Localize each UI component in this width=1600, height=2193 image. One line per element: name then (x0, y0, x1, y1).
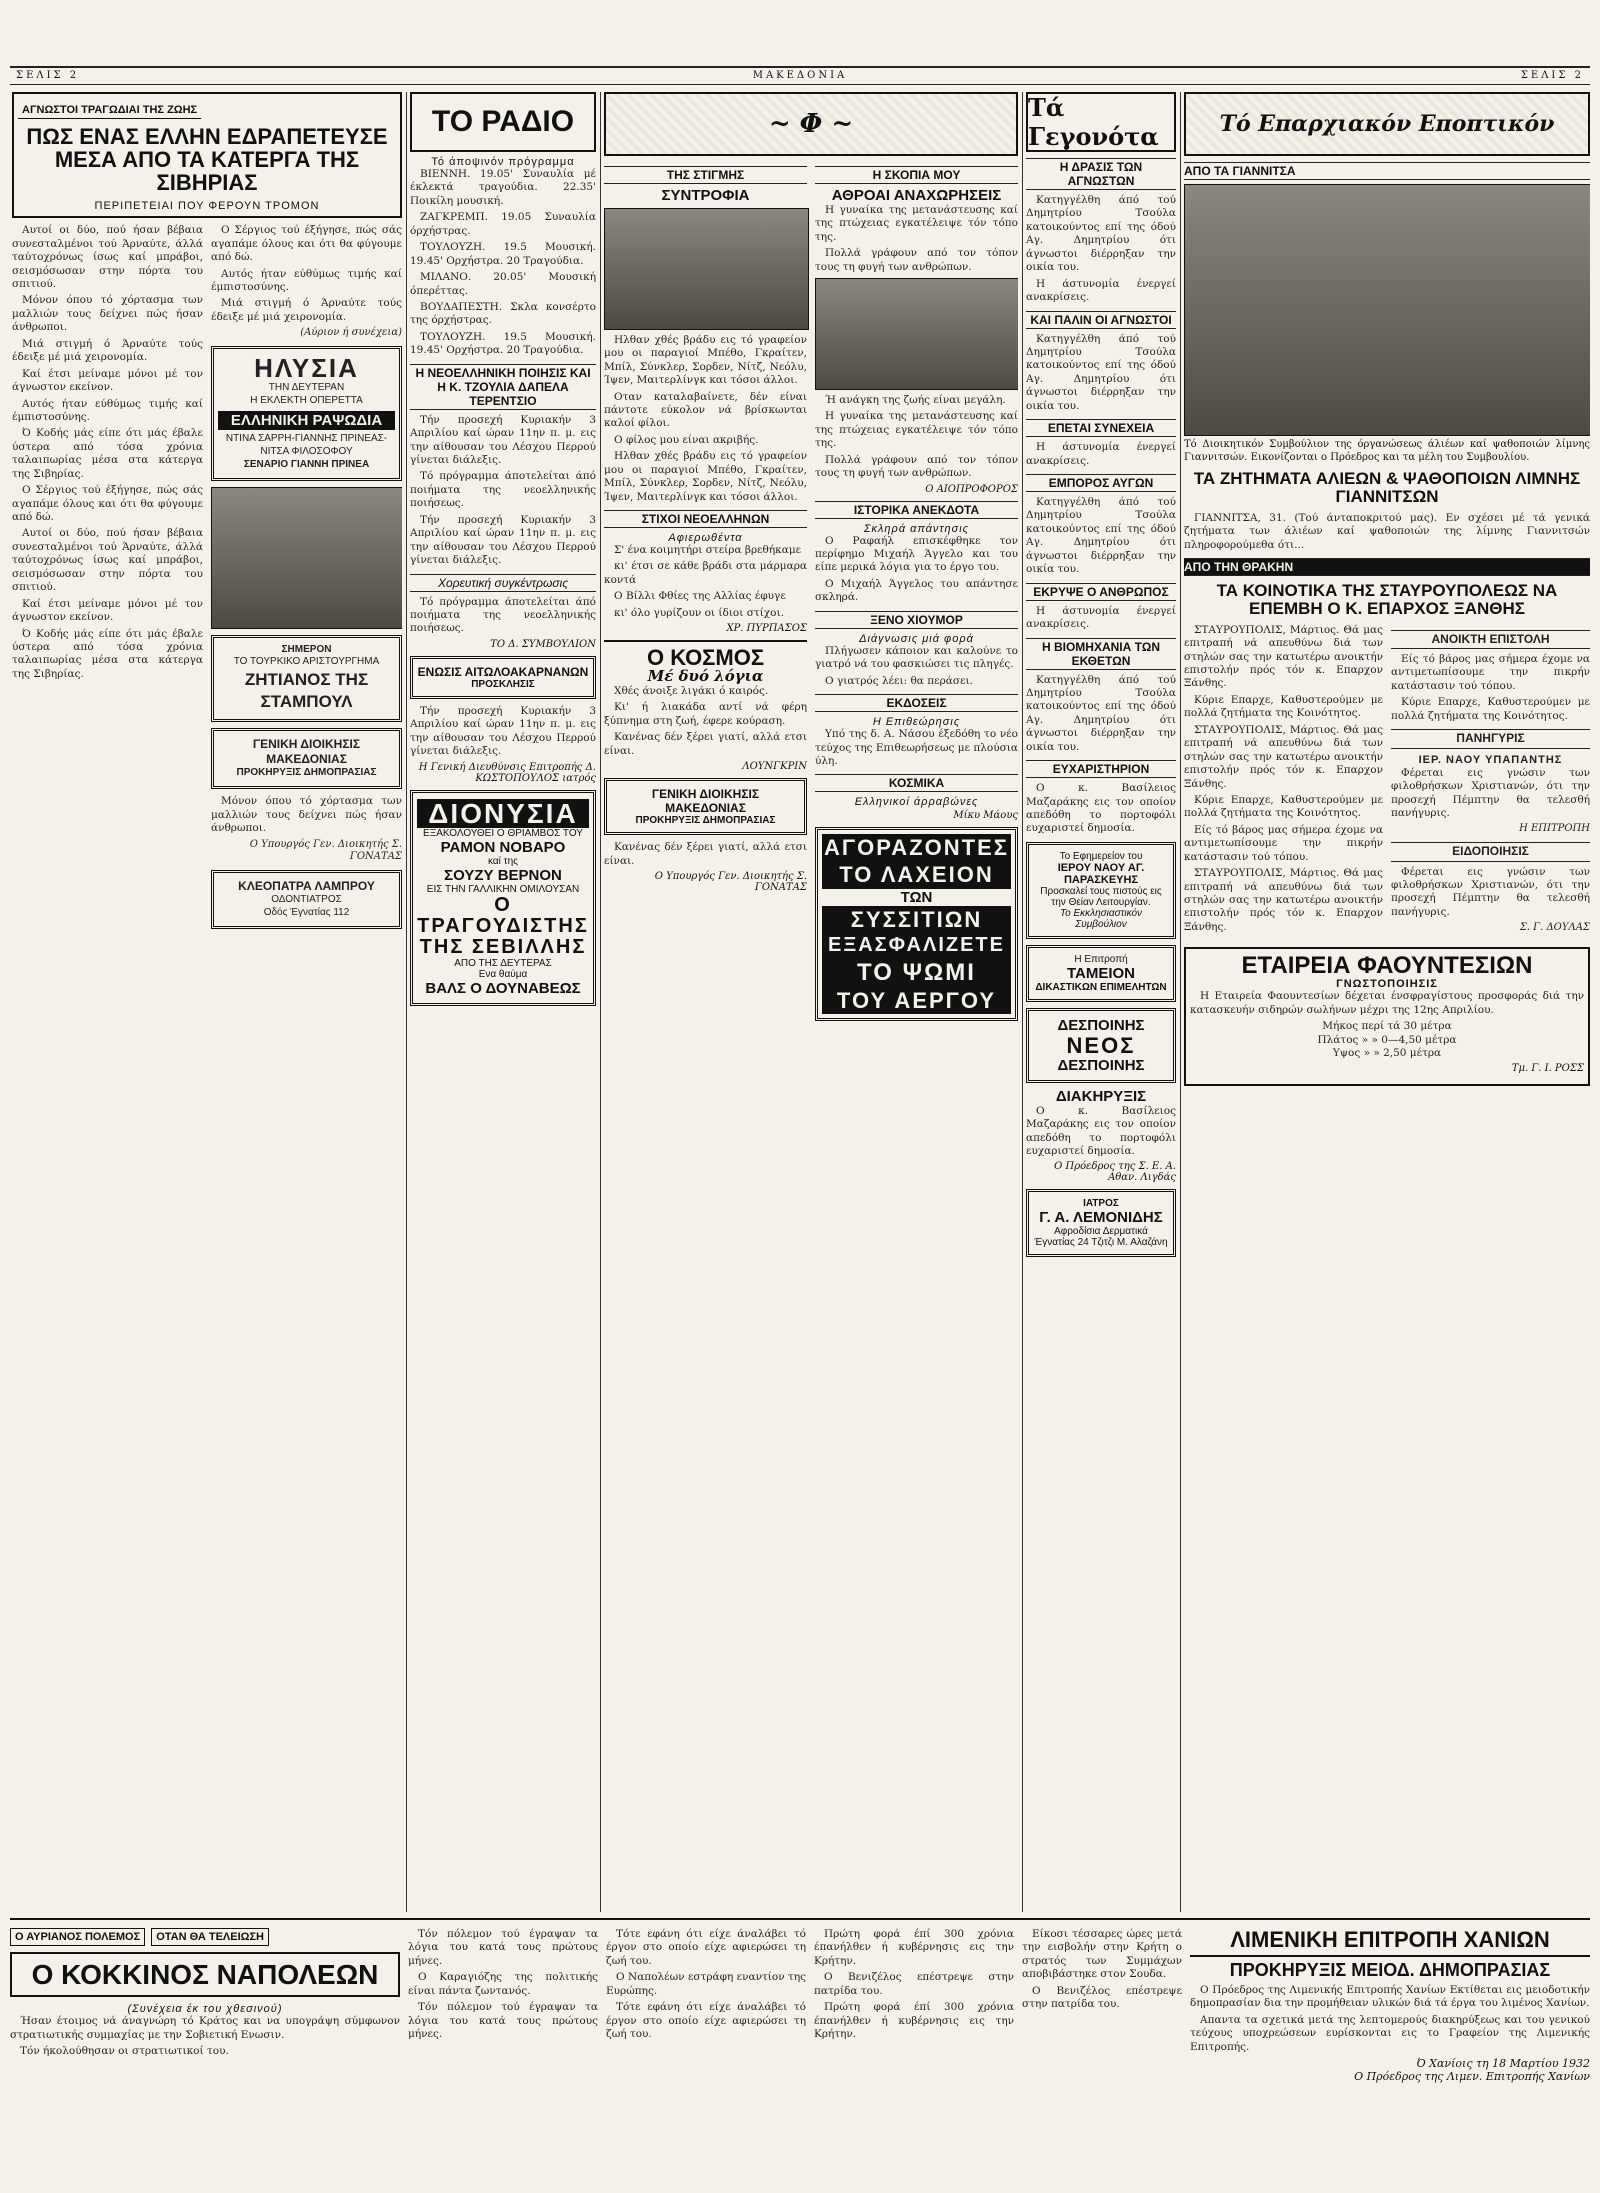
ad-tameio-l3: ΔΙΚΑΣΤΙΚΩΝ ΕΠΙΜΕΛΗΤΩΝ (1035, 981, 1167, 993)
paragraph: Μιά στιγμή ό Άρναύτε τούς έδειξε μέ μιά χειρονομία. (12, 337, 203, 364)
paragraph: ΒΟΥΔΑΠΕΣΤΗ. Σκλα κονσέρτο της όρχήστρας. (410, 300, 596, 327)
events-sub: ΕΚΡΥΨΕ Ο ΑΝΘΡΩΠΟΣ (1026, 583, 1176, 601)
ad-enosis-title: ΕΝΩΣΙΣ ΑΙΤΩΛΟΑΚΑΡΝΑΝΩΝ (417, 664, 589, 679)
paragraph: Αυτός ήταν εύθύμως τιμής καί έμπιστοσύνης. (211, 267, 402, 294)
ad-tameio-l2: ΤΑΜΕΙΟΝ (1066, 964, 1136, 982)
main-story-body (12, 224, 402, 935)
stigmis-subtitle: ΣΥΝΤΡΟΦΙΑ (661, 187, 750, 204)
main-story-headline: ΠΩΣ ΕΝΑΣ ΕΛΛΗΝ ΕΔΡΑΠΕΤΕΥΣΕ ΜΕΣΑ ΑΠΟ ΤΑ ΚΑΤΕΡΓΑ ΤΗΣ ΣΙΒΗΡΙΑΣ (26, 124, 388, 196)
main-story-subhead: ΠΕΡΙΠΕΤΕΙΑΙ ΠΟΥ ΦΕΡΟΥΝ ΤΡΟΜΟΝ (94, 200, 320, 213)
ad-church-sign: Το Εκκλησιαστικόν Συμβούλιον (1059, 907, 1143, 930)
ad-ilysia-l2: Η ΕΚΛΕΚΤΗ ΟΠΕΡΕΤΤΑ (250, 395, 363, 407)
ad-zitianos (211, 635, 402, 722)
paragraph: Καί έτσι μείναμε μόνοι μέ τον άγνωστον εκείνον. (12, 367, 203, 394)
notice-title: ΕΙΔΟΠΟΙΗΣΙΣ (1391, 842, 1590, 861)
paragraph: Φέρεται εις γνώσιν των φιλοθρήσκων Χριστιανών, ότι την προσεχή Πέμπτην θα τελεσθή πανήγυρις. (1391, 865, 1590, 918)
column-rule (406, 92, 407, 1912)
doctor-label: ΙΑΤΡΟΣ (1083, 1198, 1119, 1210)
paragraph: Μόνον όπου τό χόρτασμα των μαλλιών τους δείχνει πώς ήσαν άνθρωποι. (12, 294, 203, 334)
paragraph: Η άστυνομία ένεργεί ανακρίσεις. (1026, 277, 1176, 304)
festival-title: ΠΑΝΗΓΥΡΙΣ (1391, 729, 1590, 748)
ad-dionysia-l2: καί της (488, 855, 518, 867)
ad-lottery-l6: ΤΟ ΨΩΜΙ (822, 958, 1011, 987)
ad-ilysia-l1: ΤΗΝ ΔΕΥΤΕΡΑΝ (268, 382, 345, 394)
paragraph: Τότε εφάνη ότι είχε άναλάβει τό έργον στο οποίο είχε αφιερώσει τη ζωή του. (606, 2001, 806, 2041)
paragraph: Η άστυνομία ένεργεί ανακρίσεις. (1026, 441, 1176, 467)
ad-despoinis-label: ΝΕΟΣ (1066, 1032, 1136, 1058)
events-sub: ΕΠΕΤΑΙ ΣΥΝΕΧΕΙΑ (1026, 419, 1176, 437)
caricature-image (604, 208, 809, 330)
spec-line: Υψος » » 2,50 μέτρα (1332, 1047, 1442, 1060)
paragraph: Αυτοί οι δύο, πού ήσαν βέβαια συνεσταλμένοι τού Άρναύτε, άλλά ταύτοχρόνως ίσως καί μπράβοι, σεισμόσωσαν στην πόρτα του σπιτιού. (12, 527, 203, 594)
poetry-title: Η ΝΕΟΕΛΛΗΝΙΚΗ ΠΟΙΗΣΙΣ ΚΑΙ Η Κ. ΤΖΟΥΛΙΑ ΔΑΠΕΛΑ ΤΕΡΕΝΤΣΙΟ (410, 364, 596, 410)
paragraph: Πλήγωσεν κάποιον και καλούνε το γιατρό νά του φασκιώσει τις πληγές. (815, 644, 1018, 671)
group-photo (1184, 184, 1590, 436)
paragraph: Μόνον όπου τό χόρτασμα των μαλλιών τους δείχνει πώς ήσαν άνθρωποι. (211, 795, 402, 835)
ad-zitianos-title: ΖΗΤΙΑΝΟΣ ΤΗΣ ΣΤΑΜΠΟΥΛ (244, 670, 369, 711)
paragraph: Ηλθαν χθές βράδυ εις τό γραφείον μου οι παραγιοί Μπέθο, Γκραίτεν, Μπίλ, Σύνκλερ, Σορδεν, Νίτζ, Νεόλυ, Ίψεν, Μαιτερλίνγκ και τόσοι άλλοι. (604, 450, 807, 503)
notice-gen-dioikisis-2 (604, 778, 807, 835)
doctor-address: Έγνατίας 24 Τζιτζι Μ. Αλαζάνη (1034, 1237, 1168, 1249)
festival-subtitle: ΙΕΡ. ΝΑΟΥ ΥΠΑΠΑΝΤΗΣ (1418, 753, 1563, 766)
continued-note: (Αύριον ή συνέχεια) (300, 327, 402, 339)
page-label-left: ΣΕΛΙΣ 2 (16, 70, 80, 81)
napoleon-col-4 (814, 1928, 1014, 2188)
ad-enosis-sign: Η Γενική Διευθύνσις Επιτροπής Δ. ΚΩΣΤΟΠΟΥΛΟΣ ιατρός (418, 761, 596, 784)
napoleon-kicker-1: Ο ΑΥΡΙΑΝΟΣ ΠΟΛΕΜΟΣ (10, 1928, 145, 1946)
ad-lottery-l3: ΤΩΝ (900, 888, 933, 906)
paragraph: Τήν προσεχή Κυριακήν 3 Απριλίου καί ώραν 11ην π. μ. εις την αίθουσαν του Λέσχου Περρού γίνεται διάλεξις. (410, 513, 596, 567)
events-sub: Η ΔΡΑΣΙΣ ΤΩΝ ΑΓΝΩΣΤΩΝ (1026, 158, 1176, 190)
ad-dionysia-l5: Ενα θαύμα (478, 968, 528, 980)
paragraph: Κύριε Επαρχε, Καθυστερούμεν με πολλά ζητήματα της Κοινότητος. (1391, 696, 1590, 722)
ad-ilysia-title: ΕΛΛΗΝΙΚΗ ΡΑΨΩΔΙΑ (218, 411, 395, 430)
provinces-section: ΑΠΟ ΤΑ ΓΙΑΝΝΙΤΣΑ (1184, 162, 1590, 180)
stigmis-title: ΤΗΣ ΣΤΙΓΜΗΣ (604, 166, 807, 184)
paragraph: ΣΤΑΥΡΟΥΠΟΛΙΣ, Μάρτιος. Θά μας επιτραπή νά απευθύνω διά των στηλών σας την κατωτέρω ανοικτήν επιστολήν πρός τόν κ. Επαρχον Ξάνθης. (1184, 723, 1383, 790)
skopia-sign: Ο ΑΙΟΠΡΟΦΟΡΟΣ (925, 483, 1018, 495)
paragraph: ΒΙΕΝΝΗ. 19.05' Συναυλία μέ έκλεκτά τραγούδια. 22.35' Ποικίλη μουσική. (410, 168, 596, 207)
paragraph: Φέρεται εις γνώσιν των φιλοθρήσκων Χριστιανών, ότι την προσεχή Πέμπτην θα τελεσθή πανήγυρις. (1391, 766, 1590, 819)
ad-lottery-l1: ΑΓΟΡΑΖΟΝΤΕΣ (822, 834, 1011, 861)
paragraph: Ο κ. Βασίλειος Μαζαράκης εις τον οποίον απεδόθη το πορτοφόλι ευχαριστεί δημοσία. (1026, 1104, 1176, 1158)
ad-enosis (410, 656, 596, 699)
social-subtitle: Ελληνικοί άρραβώνες (854, 796, 979, 809)
column-events (1026, 92, 1176, 1912)
ad-doctor-lemonidis (1026, 1189, 1176, 1257)
ad-dionysia-title: Ο ΤΡΑΓΟΥΔΙΣΤΗΣ ΤΗΣ ΣΕΒΙΛΛΗΣ (417, 893, 589, 958)
open-letter-title: ΑΝΟΙΚΤΗ ΕΠΙΣΤΟΛΗ (1391, 630, 1590, 649)
ad-tameio-l1: Η Επιτροπή (1074, 953, 1128, 965)
chania-headline: ΛΙΜΕΝΙΚΗ ΕΠΙΤΡΟΠΗ ΧΑΝΙΩΝ (1190, 1928, 1590, 1957)
main-story-kicker: ΑΓΝΩΣΤΟΙ ΤΡΑΓΩΔΙΑΙ ΤΗΣ ΖΩΗΣ (18, 102, 201, 119)
ad-church (1026, 842, 1176, 939)
paragraph: Τήν προσεχή Κυριακήν 3 Απριλίου καί ώραν 11ην π. μ. εις την αίθουσαν του Λέσχου Περρού γίνεται διάλεξις. (410, 413, 596, 466)
paragraph: Ο Πρόεδρος της Λιμενικής Επιτροπής Χανίων Εκτίθεται εις μειοδοτικήν δημοπρασίαν δια την προμήθειαν υλικών διά τά έργα του λιμένος Χανίων. (1190, 1983, 1590, 2010)
stavroupolis-headline: ΤΑ ΚΟΙΝΟΤΙΚΑ ΤΗΣ ΣΤΑΥΡΟΥΠΟΛΕΩΣ ΝΑ ΕΠΕΜΒΗ Ο Κ. ΕΠΑΡΧΟΣ ΞΑΝΘΗΣ (1216, 581, 1558, 618)
paragraph: Τό πρόγραμμα άποτελείται άπό ποιήματα της νεοελληνικής ποιήσεως. (410, 470, 596, 510)
ad-zitianos-l2: ΤΟ ΤΟΥΡΚΙΚΟ ΑΡΙΣΤΟΥΡΓΗΜΑ (233, 656, 380, 668)
ad-lottery-l7: ΤΟΥ ΑΕΡΓΟΥ (822, 987, 1011, 1014)
ad-church-body: Προσκαλεί τους πιστούς εις την Θείαν Λειτουργίαν. (1040, 885, 1162, 908)
photo-caption: Τό Διοικητικόν Συμβούλιον της όργανώσεως άλιέων καί ψαθοποιών λίμνης Γιαννιτσών. Εικονίζονται ο Πρόεδρος και τα μέλη του Συμβουλίου. (1184, 439, 1590, 463)
kosmos-title: Ο ΚΟΣΜΟΣ (604, 640, 807, 669)
ad-lottery-l5: ΕΞΑΣΦΑΛΙΖΕΤΕ (822, 933, 1011, 958)
column-radio (410, 92, 596, 1912)
paragraph: Ό Κοδής μάς είπε ότι μάς έβαλε ύστερα από τόσα χρόνια ταλαιπωρίας μέσα στα κάτεργα της Σιβηρίας. (12, 427, 203, 480)
newspaper-title: ΜΑΚΕΔΟΝΙΑ (752, 70, 848, 81)
napoleon-story (10, 1928, 400, 2188)
events-sub: Η ΒΙΟΜΗΧΑΝΙΑ ΤΩΝ ΕΚΘΕΤΩΝ (1026, 638, 1176, 670)
paragraph: ΤΟΥΛΟΥΖΗ. 19.5 Μουσική. 19.45' Ορχήστρα. 20 Τραγούδια. (410, 330, 596, 357)
napoleon-col-3 (606, 1928, 806, 2188)
paragraph: Ό Κοδής μάς είπε ότι μάς έβαλε ύστερα από τόσα χρόνια ταλαιπωρίας μέσα στα κάτεργα της Σιβηρίας. (12, 627, 203, 680)
paragraph: ΖΑΓΚΡΕΜΠ. 19.05 Συναυλία όρχήστρας. (410, 211, 596, 237)
column-provinces (1184, 92, 1590, 1912)
paragraph: Τό πρόγραμμα άποτελείται άπό ποιήματα της νεοελληνικής ποιήσεως. (410, 595, 596, 635)
paragraph: Πρώτη φορά έπί 300 χρόνια έπανήλθεν ή κυβέρνησις εις την Κρήτην. (814, 1928, 1014, 1967)
paragraph: ΜΙΛΑΝΟ. 20.05' Μουσική όπερέττας. (410, 271, 596, 297)
poem-line: κι' όλο γυρίζουν οι ίδιοι στίχοι. (614, 606, 784, 619)
fishermen-headline: ΤΑ ΖΗΤΗΜΑΤΑ ΑΛΙΕΩΝ & ΨΑΘΟΠΟΙΩΝ ΛΙΜΝΗΣ ΓΙΑΝΝΙΤΣΩΝ (1193, 469, 1581, 506)
notice-title: ΓΕΝΙΚΗ ΔΙΟΙΚΗΣΙΣ ΜΑΚΕΔΟΝΙΑΣ (651, 787, 760, 816)
paragraph: ΣΤΑΥΡΟΥΠΟΛΙΣ, Μάρτιος. Θά μας επιτραπή νά απευθύνω διά των στηλών σας την κατωτέρω ανοικτήν επιστολήν πρός τόν κ. Επαρχον Ξάνθης. (1184, 623, 1383, 690)
poetry-sign: ΤΟ Δ. ΣΥΜΒΟΥΛΙΟΝ (490, 638, 596, 650)
provinces-banner: Τό Επαρχιακόν Εποπτικόν (1184, 92, 1590, 156)
anecdotes-subtitle: Σκληρά απάντησις (863, 522, 970, 535)
paragraph: Ο φίλος μου είναι ακριβής. (614, 433, 759, 446)
illustration-photo (211, 487, 402, 629)
committee-sign: Η ΕΠΙΤΡΟΠΗ (1519, 823, 1590, 835)
editions-title: ΕΚΔΟΣΕΙΣ (815, 694, 1018, 712)
fountesion-title: ΕΤΑΙΡΕΙΑ ΦΑΟΥΝΤΕΣΙΩΝ (1241, 952, 1533, 980)
paragraph: Ο Σέργιος τού έξήγησε, πώς σάς αγαπάμε όλους και ότι θα φύγουμε από δώ. (12, 484, 203, 524)
bottom-band (10, 1918, 1590, 2188)
paragraph: Ο κ. Βασίλειος Μαζαράκης εις τον οποίον απεδόθη το πορτοφόλι ευχαριστεί δημοσία. (1026, 782, 1176, 835)
paragraph: Κατηγγέλθη άπό τού Δημητρίου Τσούλα κατοικούντος επί της όδού Αγ. Δημητρίου ότι άγνωστοι διέρρηξαν την οικία του. (1026, 496, 1176, 576)
ad-despoinis-name: ΔΕΣΠΟΙΝΗΣ (1057, 1016, 1145, 1034)
poem-line: Σ' ένα κοιμητήρι στείρα βρεθήκαμε (614, 544, 802, 556)
paragraph: Πολλά γράφουν από τον τόπον τους τη φυγή των ανθρώπων. (815, 247, 1018, 273)
column-rule (1022, 92, 1023, 1912)
page-label-right: ΣΕΛΙΣ 2 (1520, 70, 1584, 81)
doctor-address: Οδός Έγνατίας 112 (263, 907, 350, 919)
paragraph: Τότε εφάνη ότι είχε άναλάβει τό έργον στο οποίο είχε αφιερώσει τη ζωή του. (606, 1928, 806, 1967)
doctor-name: ΚΛΕΟΠΑΤΡΑ ΛΑΜΠΡΟΥ (238, 879, 375, 894)
ad-dionysia (410, 790, 596, 1006)
events-sub: ΕΥΧΑΡΙΣΤΗΡΙΟΝ (1026, 760, 1176, 778)
ad-ilysia (211, 346, 402, 480)
main-story-box (12, 92, 402, 218)
column-main-story (12, 92, 402, 1912)
anecdotes-title: ΙΣΤΟΡΙΚΑ ΑΝΕΚΔΟΤΑ (815, 501, 1018, 519)
ad-lottery-l2: ΤΟ ΛΑΧΕΙΟΝ (822, 861, 1011, 888)
spec-line: Πλάτος » » 0—4,50 μέτρα (1317, 1033, 1457, 1046)
thrace-section: ΑΠΟ ΤΗΝ ΘΡΑΚΗΝ (1184, 558, 1590, 576)
napoleon-headline: Ο ΚΟΚΚΙΝΟΣ ΝΑΠΟΛΕΩΝ (10, 1952, 400, 1997)
ad-dionysia-l1: ΕΞΑΚΟΛΟΥΘΕΙ Ο ΘΡΙΑΜΒΟΣ ΤΟΥ (423, 827, 583, 839)
editions-subtitle: Η Επιθεώρησις (872, 716, 961, 729)
poet-sign: ΧΡ. ΠΥΡΠΑΣΟΣ (726, 623, 807, 635)
radio-banner: ΤΟ ΡΑΔΙΟ (410, 92, 596, 152)
events-sub: ΕΜΠΟΡΟΣ ΑΥΓΩΝ (1026, 474, 1176, 492)
poems-subtitle: Αφιερωθέντα (668, 532, 743, 544)
column-rule (600, 92, 601, 1912)
paragraph: Αυτός ήταν εύθύμως τιμής καί έμπιστοσύνης. (12, 397, 203, 423)
doctor-job: Αφροδίσια Δερματικά (1054, 1226, 1148, 1238)
chania-port-notice (1190, 1928, 1590, 2188)
ad-despoinis-name2: ΔΕΣΠΟΙΝΗΣ (1057, 1056, 1145, 1074)
napoleon-continued: (Συνέχεια έκ του χθεσινού) (127, 2003, 283, 2016)
ad-tameio (1026, 945, 1176, 1002)
paragraph: Ο Ναπολέων εστράφη εναντίον της Ευρώπης. (606, 1971, 806, 1997)
notice-sign: Σ. Γ. ΔΟΥΛΑΣ (1519, 922, 1590, 934)
napoleon-col-2 (408, 1928, 598, 2188)
doctor-name: Γ. Α. ΛΕΜΟΝΙΔΗΣ (1039, 1209, 1163, 1227)
fountesion-notice (1184, 947, 1590, 1085)
ad-lottery (815, 827, 1018, 1021)
paragraph: Κύριε Επαρχε, Καθυστερούμεν με πολλά ζητήματα της Κοινότητος. (1184, 693, 1383, 720)
ad-church-l1: Το Εφημερείον του (1059, 850, 1143, 862)
ad-despoinis (1026, 1008, 1176, 1083)
kosmos-sign: ΛΟΥΝΓΚΡΙΝ (742, 761, 807, 773)
doctor-job: ΟΔΟΝΤΙΑΤΡΟΣ (271, 894, 342, 906)
paragraph: Τόν ήκολούθησαν οι στρατιωτικοί του. (20, 2045, 229, 2058)
paragraph: Ο Βενιζέλος επέστρεψε στην πατρίδα του. (814, 1971, 1014, 1997)
paragraph: Τήν προσεχή Κυριακήν 3 Απριλίου καί ώραν 11ην π. μ. εις την αίθουσαν του Λέσχου Περρού γίνεται διάλεξις. (410, 704, 596, 758)
paragraph: Η γυναίκα της μετανάστευσης καί της πτώχειας εγκατέλειψε τόν τόπο της. (815, 410, 1018, 450)
paragraph: Κύριε Επαρχε, Καθυστερούμεν με πολλά ζητήματα της Κοινότητος. (1184, 793, 1383, 820)
ad-dionysia-star: ΡΑΜΟΝ ΝΟΒΑΡΟ (440, 838, 566, 856)
poems-title: ΣΤΙΧΟΙ ΝΕΟΕΛΛΗΝΩΝ (604, 510, 807, 528)
ad-doctor-lamprou (211, 870, 402, 929)
paragraph: Κατηγγέλθη άπό τού Δημητρίου Τσούλα κατοικούντος επί της όδού Αγ. Δημητρίου ότι άγνωστοι διέρρηξαν την οικία του. (1026, 194, 1176, 274)
ad-ilysia-cast: ΝΤΙΝΑ ΣΑΡΡΗ-ΓΙΑΝΝΗΣ ΠΡΙΝΕΑΣ-ΝΙΤΣΑ ΦΙΛΟΣΟΦΟΥ (225, 433, 388, 458)
paragraph: Οταν καταλαβαίνετε, δέν είναι πάντοτε εύκολον νά βρίσκωνται καλοί φίλοι. (604, 390, 807, 430)
radio-lead: Τό άποψινόν πρόγραμμα (431, 156, 575, 168)
masthead (10, 66, 1590, 85)
napoleon-col-5 (1022, 1928, 1182, 2188)
kosmos-subtitle: Μέ δυό λόγια (647, 667, 764, 686)
humor-subtitle: Διάγνωσις μιά φορά (859, 632, 974, 645)
paragraph: Αυτοί οι δύο, πού ήσαν βέβαια συνεσταλμένοι τού Άρναύτε, άλλά ταύτοχρόνως ίσως καί μπράβοι, σεισμόσωσαν στην πόρτα του σπιτιού. (12, 224, 203, 291)
paragraph: Κανένας δέν ξέρει γιατί, αλλά ετσι είναι. (604, 841, 807, 867)
paragraph: Τόν πόλεμον τού έγραψαν τα λόγια του κατά τους πρώτους μήνες. (408, 1928, 598, 1967)
paragraph: Η γυναίκα της μετανάστευσης καί της πτώχειας εγκατέλειψε τόν τόπο της. (815, 203, 1018, 243)
paragraph: Ηλθαν χθές βράδυ εις τό γραφείον μου οι παραγιοί Μπέθο, Γκραίτεν, Μπίλ, Σύνκλερ, Σορδεν, Νίτζ, Νεόλυ, Ίψεν, Μαιτερλίνγκ και τόσοι άλλοι. (604, 333, 807, 387)
ad-dionysia-star2: ΣΟΥΖΥ ΒΕΡΝΟΝ (444, 866, 562, 884)
paragraph: Ο Βενιζέλος επέστρεψε στην πατρίδα του. (1022, 1984, 1182, 2011)
paragraph: Απαντα τα σχετικά μετά της λεπτομερούς διακηρύξεως και του γενικού τεύχους υποχρεώσεων ευρίσκονται εις το Γραφείον της Λιμενικής Επιτροπής. (1190, 2013, 1590, 2053)
paragraph: Ο γιατρός λέει: θα περάσει. (825, 674, 973, 687)
spec-line: Μήκος περί τά 30 μέτρα (1322, 1020, 1452, 1033)
ad-dionysia-name: ΔΙΟΝΥΣΙΑ (417, 799, 589, 828)
notice-sign: Ο Υπουργός Γεν. Διοικητής Σ. ΓΟΝΑΤΑΣ (249, 838, 402, 863)
paragraph: Είς τό βάρος μας σήμερα έχομε να αντιμετωπίσουμε την πικρήν κατάστασιν τού τόπου. (1391, 653, 1590, 692)
paragraph: Η άστυνομία ένεργεί ανακρίσεις. (1026, 604, 1176, 631)
paragraph: ΣΤΑΥΡΟΥΠΟΛΙΣ, Μάρτιος. Θά μας επιτραπή νά απευθύνω διά των στηλών σας την κατωτέρω ανοικτήν επιστολήν πρός τόν κ. Επαρχον Ξάνθης. (1184, 867, 1383, 933)
notice-sign: Ο Υπουργός Γεν. Διοικητής Σ. ΓΟΝΑΤΑΣ (654, 871, 807, 894)
paragraph: Ήσαν έτοιμος νά άναγνώρη τό Κράτος και να υπογράψη σύμφωνον στρατιωτικής συμμαχίας με την Σοβιετική Ενωσιν. (10, 2015, 400, 2041)
paragraph: Είς τό βάρος μας σήμερα έχομε να αντιμετωπίσουμε την πικρήν κατάστασιν τού τόπου. (1184, 823, 1383, 863)
paragraph: Πρώτη φορά έπί 300 χρόνια έπανήλθεν ή κυβέρνησις εις την Κρήτην. (814, 2001, 1014, 2041)
proclamation-sign: Ο Πρόεδρος της Σ. Ε. Α. Αθαν. Λιγδάς (1054, 1161, 1176, 1184)
paragraph: Καί έτσι μείναμε μόνοι μέ τον άγνωστον εκείνον. (12, 597, 203, 624)
chania-subtitle: ΠΡΟΚΗΡΥΞΙΣ ΜΕΙΟΔ. ΔΗΜΟΠΡΑΣΙΑΣ (1229, 1960, 1551, 1981)
column-rule (1180, 92, 1181, 1912)
dance-title: Χορευτική συγκέντρωσις (410, 574, 596, 592)
notice-subtitle: ΠΡΟΚΗΡΥΞΙΣ ΔΗΜΟΠΡΑΣΙΑΣ (635, 815, 776, 827)
paragraph: Ο Καραγιόζης της πολιτικής είναι πάντα ζωντανός. (408, 1971, 598, 1997)
paragraph: Χθές άνοιξε λιγάκι ό καιρός. (614, 685, 769, 698)
notice-subtitle: ΠΡΟΚΗΡΥΞΙΣ ΔΗΜΟΠΡΑΣΙΑΣ (236, 767, 377, 779)
ad-church-l2: ΙΕΡΟΥ ΝΑΟΥ ΑΓ. ΠΑΡΑΣΚΕΥΗΣ (1057, 861, 1145, 886)
paragraph: Είκοσι τέσσαρες ώρες μετά την εισβολήν στην Κρήτη ο στρατός των Συμμάχων αποβιβάστηκε στον Σουδα. (1022, 1928, 1182, 1981)
skopia-subtitle: ΑΘΡΟΑΙ ΑΝΑΧΩΡΗΣΕΙΣ (831, 187, 1002, 204)
paragraph: Πολλά γράφουν από τον τόπον τους τη φυγή των ανθρώπων. (815, 453, 1018, 480)
paragraph: Κανένας δέν ξέρει γιατί, αλλά ετσι είναι. (604, 731, 807, 757)
paragraph: Κατηγγέλθη άπό τού Δημητρίου Τσούλα κατοικούντος επί της όδού Αγ. Δημητρίου ότι άγνωστοι διέρρηξαν την οικία του. (1026, 332, 1176, 412)
paragraph: ΓΙΑΝΝΙΤΣΑ, 31. (Τού άνταποκριτού μας). Εν σχέσει μέ τά γενικά ζητήματα των άλιέων καί ψαθοποιών της λίμνης Γιαννιτσών πληροφορούμεθα ότι... (1184, 511, 1590, 551)
social-title: ΚΟΣΜΙΚΑ (815, 774, 1018, 792)
paragraph: Μιά στιγμή ό Άρναύτε τούς έδειξε μέ μιά χειρονομία. (211, 297, 402, 323)
caricature-face (815, 278, 1018, 390)
poem-line: Ο Βίλλι Φθίες της Αλλίας έφυγε (614, 590, 786, 603)
paragraph: ΤΟΥΛΟΥΖΗ. 19.5 Μουσική. 19.45' Ορχήστρα. 20 Τραγούδια. (410, 241, 596, 267)
poem-line: κι' έτσι σε κάθε βράδι στα μάρμαρα κοντά (604, 560, 807, 586)
social-sign: Μίκυ Μάους (953, 810, 1018, 822)
napoleon-kicker-2: ΟΤΑΝ ΘΑ ΤΕΛΕΙΩΣΗ (151, 1928, 269, 1946)
feature-banner: ~ Φ ~ (604, 92, 1018, 156)
notice-gen-dioikisis-1 (211, 728, 402, 790)
paragraph: Ο Μιχαήλ Άγγελος του απάντησε σκληρά. (815, 577, 1018, 604)
ad-zitianos-l1: ΣΗΜΕΡΟΝ (281, 643, 332, 655)
ad-dionysia-l3: ΕΙΣ ΤΗΝ ΓΑΛΛΙΚΗΝ ΟΜΙΛΟΥΣΑΝ (426, 883, 580, 895)
chania-sign: Ο Πρόεδρος της Λιμεν. Επιτροπής Χανίων (1354, 2070, 1590, 2084)
skopia-title: Η ΣΚΟΠΙΑ ΜΟΥ (815, 166, 1018, 184)
ad-dionysia-l4: ΑΠΟ ΤΗΣ ΔΕΥΤΕΡΑΣ (454, 957, 552, 969)
ad-lottery-l4: ΣΥΣΣΙΤΙΩΝ (822, 906, 1011, 933)
ad-ilysia-name: ΗΛΥΣΙΑ (254, 353, 359, 384)
paragraph: Ο Ραφαήλ επισκέφθηκε τον περίφημο Μιχαήλ Άγγελο και του είπε μερικά λόγια για το έργο του. (815, 534, 1018, 574)
ad-enosis-sub: ΠΡΟΣΚΛΗΣΙΣ (471, 678, 535, 690)
paragraph: Ο Σέργιος τού έξήγησε, πώς σάς αγαπάμε όλους και ότι θα φύγουμε από δώ. (211, 224, 402, 264)
notice-title: ΓΕΝΙΚΗ ΔΙΟΙΚΗΣΙΣ ΜΑΚΕΔΟΝΙΑΣ (252, 736, 361, 767)
fountesion-subtitle: ΓΝΩΣΤΟΠΟΙΗΣΙΣ (1336, 978, 1438, 991)
paragraph: Υπό της δ. Α. Νάσου έξεδόθη το νέο τεύχος της Επιθεωρήσεως με πλούσια ύλη. (815, 728, 1018, 767)
paragraph: Ή ανάγκη της ζωής είναι μεγάλη. (825, 393, 1006, 406)
events-banner: Τά Γεγονότα (1026, 92, 1176, 152)
ad-ilysia-director: ΣΕΝΑΡΙΟ ΓΙΑΝΝΗ ΠΡΙΝΕΑ (243, 458, 370, 470)
ad-dionysia-l6: ΒΑΛΣ Ο ΔΟΥΝΑΒΕΩΣ (425, 979, 581, 997)
humor-title: ΞΕΝΟ ΧΙΟΥΜΟΡ (815, 611, 1018, 629)
events-sub: ΚΑΙ ΠΑΛΙΝ ΟΙ ΑΓΝΩΣΤΟΙ (1026, 311, 1176, 329)
paragraph: Τόν πόλεμον τού έγραψαν τα λόγια του κατά τους πρώτους μήνες. (408, 2001, 598, 2041)
chania-date: Ό Χανίοις τη 18 Μαρτίου 1932 (1416, 2057, 1590, 2071)
paragraph: Κι' ή λιακάδα αντί νά φέρη ξύπνημα στη ζωή, έφερε κούραση. (604, 701, 807, 727)
fountesion-sign: Τμ. Γ. Ι. ΡΟΣΣ (1511, 1062, 1584, 1074)
paragraph: Κατηγγέλθη άπό τού Δημητρίου Τσούλα κατοικούντος επί της όδού Αγ. Δημητρίου ότι άγνωστοι διέρρηξαν την οικία του. (1026, 673, 1176, 753)
paragraph: Η Εταιρεία Φαουντεσίων δέχεται ένσφραγίστους προσφοράς διά την κατασκευήν σιδηρών σωλήνων μέχρι της 12ης Απριλίου. (1190, 990, 1584, 1016)
column-features (604, 92, 1018, 1912)
proclamation-title: ΔΙΑΚΗΡΥΞΙΣ (1055, 1087, 1147, 1105)
